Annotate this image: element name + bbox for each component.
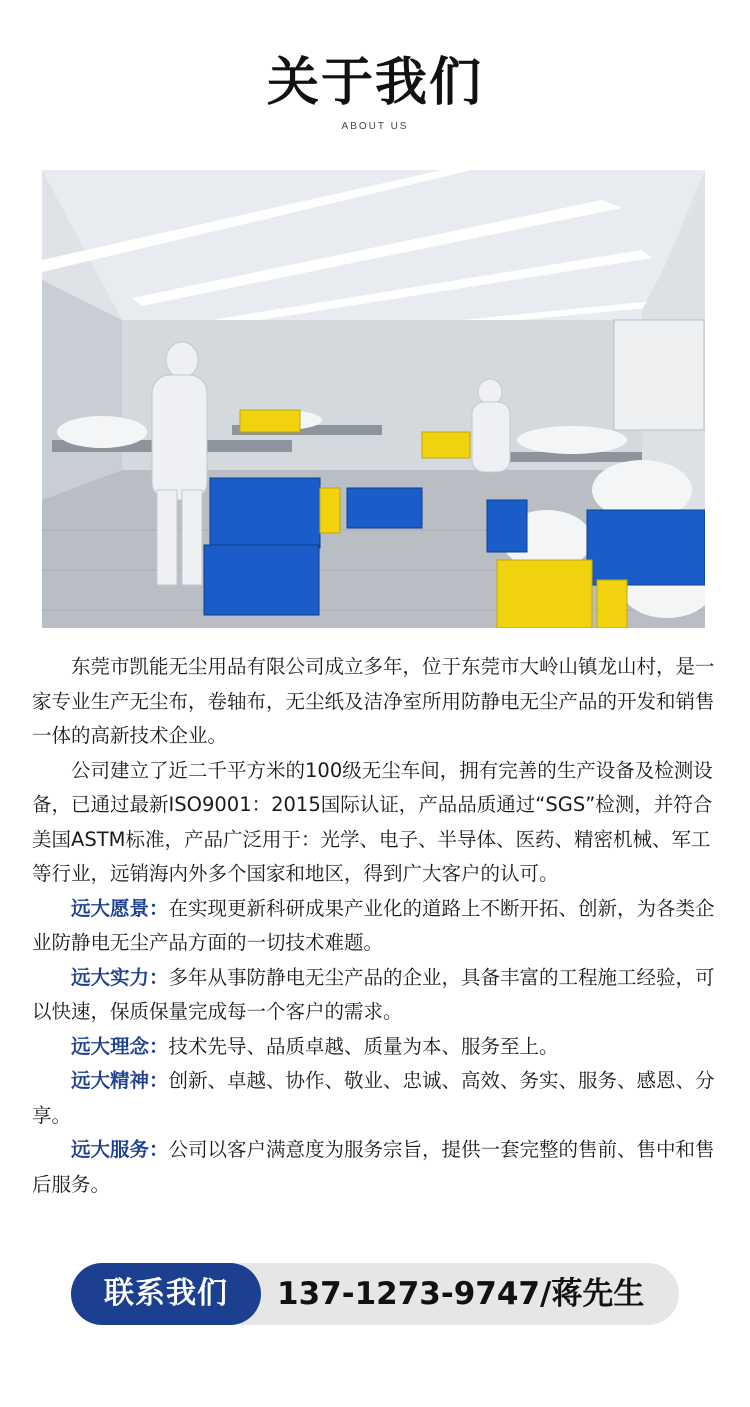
value-strength-text: 多年从事防静电无尘产品的企业，具备丰富的工程施工经验，可以快速，保质保量完成每一个客户的需求。	[32, 965, 715, 1023]
company-intro	[32, 650, 720, 1202]
clean-room-photo	[42, 170, 705, 628]
value-vision	[32, 892, 720, 961]
value-service	[32, 1133, 720, 1202]
page-title: 关于我们	[266, 53, 483, 113]
value-service-text: 公司以客户满意度为服务宗旨，提供一套完整的售前、售中和售后服务。	[32, 1138, 715, 1196]
intro-paragraph-1: 东莞市凯能无尘用品有限公司成立多年，位于东莞市大岭山镇龙山村，是一家专业生产无尘布，卷轴布，无尘纸及洁净室所用防静电无尘产品的开发和销售一体的高新技术企业。	[32, 655, 715, 747]
contact-bar	[71, 1263, 679, 1325]
contact-us-button[interactable]: 联系我们	[71, 1263, 261, 1325]
value-spirit-label: 远大精神：	[71, 1069, 169, 1092]
contact-phone[interactable]: 137-1273-9747/蒋先生	[277, 1276, 645, 1312]
value-strength	[32, 961, 720, 1030]
value-vision-label: 远大愿景：	[71, 896, 169, 920]
value-philosophy	[32, 1030, 720, 1065]
value-philosophy-text: 技术先导、品质卓越、质量为本、服务至上。	[168, 1034, 559, 1058]
value-spirit-text: 创新、卓越、协作、敬业、忠诚、高效、务实、服务、感恩、分享。	[32, 1069, 715, 1127]
value-strength-label: 远大实力：	[71, 965, 169, 989]
value-service-label: 远大服务：	[71, 1138, 169, 1161]
value-vision-text: 在实现更新科研成果产业化的道路上不断开拓、创新，为各类企业防静电无尘产品方面的一切技术难题。	[32, 896, 715, 954]
value-philosophy-label: 远大理念：	[71, 1034, 169, 1058]
value-spirit	[32, 1064, 720, 1133]
intro-paragraph-2: 公司建立了近二千平方米的100级无尘车间，拥有完善的生产设备及检测设备，已通过最新ISO9001：2015国际认证，产品品质通过“SGS”检测，并符合美国ASTM标准，产品广泛用于：光学、电子、半导体、医药、精密机械、军工等行业，远销海内外多个国家和地区，得到广大客户的认可。	[32, 758, 713, 885]
page-subtitle: ABOUT US	[341, 121, 409, 132]
